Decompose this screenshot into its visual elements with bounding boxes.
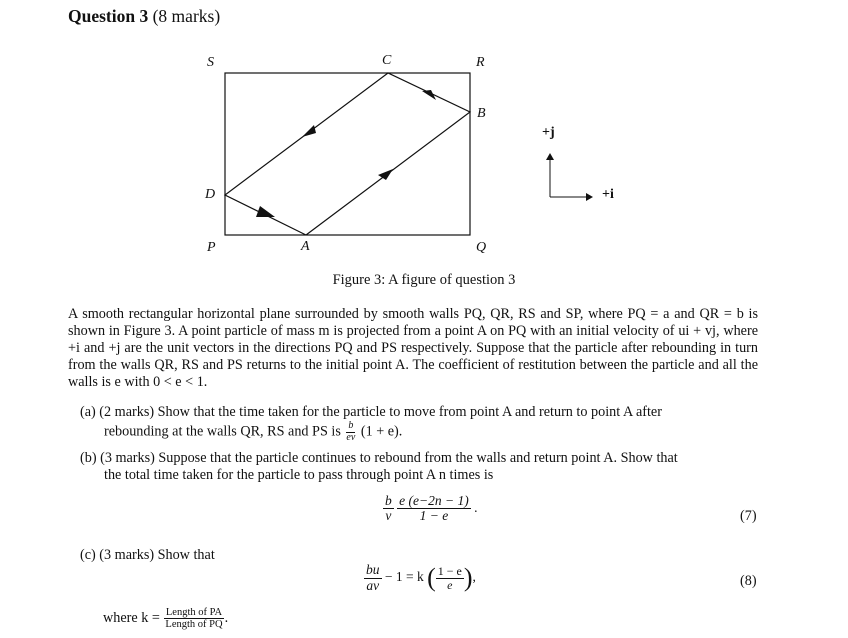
question-title: Question 3 bbox=[68, 6, 149, 26]
question-intro: A smooth rectangular horizontal plane surrounded by smooth walls PQ, QR, RS and SP, where PQ = a and QR = b is shown in Figure 3. A point particle of mass m is projected from a point A on PQ with an initial velocity of ui + vj, where +i and +j are the unit vectors in the directions PQ and PS respectively. Suppose that the particle after rebounding in turn from the walls QR, RS and PS returns to the initial point A. The coefficient of restitution between the particle and all the walls is e with 0 < e < 1. bbox=[68, 306, 758, 390]
part-c bbox=[80, 547, 215, 564]
eq8-lhs-fraction bbox=[364, 563, 382, 592]
arrowhead-c-to-d bbox=[302, 125, 316, 137]
part-b bbox=[80, 450, 758, 484]
eq7-left-num: b bbox=[385, 493, 392, 508]
eq8-paren-den: e bbox=[447, 577, 453, 592]
eq8-lhs-num: bu bbox=[366, 562, 380, 578]
equation-8-number: (8) bbox=[740, 573, 757, 589]
part-a-text-1: Show that the time taken for the particle to move from point A and return to point A after bbox=[157, 404, 662, 420]
part-a-text-2: rebounding at the walls QR, RS and PS is bbox=[104, 423, 341, 440]
figure-caption: Figure 3: A figure of question 3 bbox=[332, 272, 516, 288]
eq8-paren-num: 1 − e bbox=[437, 563, 462, 578]
label-A: A bbox=[301, 239, 310, 254]
label-C: C bbox=[382, 53, 392, 68]
eq8-paren-fraction bbox=[436, 565, 464, 591]
label-B: B bbox=[477, 106, 486, 121]
part-c-label: (c) bbox=[80, 547, 96, 563]
part-a-marks: (2 marks) bbox=[99, 404, 155, 420]
part-b-text-2: the total time taken for the particle to pass through point A n times is bbox=[104, 467, 494, 483]
j-arrow-icon bbox=[546, 153, 554, 160]
label-plus-j: +j bbox=[542, 125, 555, 140]
part-b-label: (b) bbox=[80, 450, 97, 466]
equation-8: $\frac{bu}{av}$ − 1 = k ( $\frac{1 - e}{e}$ ), bbox=[366, 562, 476, 593]
label-D: D bbox=[205, 187, 216, 202]
arrowhead-d-to-a bbox=[256, 206, 275, 217]
part-a-fraction bbox=[344, 421, 357, 443]
question-marks: (8 marks) bbox=[152, 6, 221, 26]
part-c-marks: (3 marks) bbox=[99, 547, 155, 563]
arrowhead-a-to-b bbox=[378, 169, 393, 180]
k-num: Length of PA bbox=[165, 607, 223, 618]
eq7-left-den: v bbox=[385, 508, 392, 524]
label-Q: Q bbox=[476, 240, 487, 255]
part-c-text: Show that bbox=[157, 547, 215, 563]
k-fraction bbox=[163, 607, 224, 630]
eq7-right-fraction bbox=[397, 494, 471, 523]
part-a-frac-num: b bbox=[348, 420, 354, 431]
part-b-marks: (3 marks) bbox=[100, 450, 155, 466]
part-a-expr-tail: (1 + e). bbox=[360, 423, 403, 440]
part-a-label: (a) bbox=[80, 404, 96, 420]
figure-3 bbox=[0, 0, 848, 300]
label-plus-i: +i bbox=[602, 187, 614, 202]
part-a bbox=[80, 404, 758, 443]
label-S: S bbox=[207, 55, 214, 70]
equation-7: $\frac{b}{v}$ $\frac{e (e-2n - 1)}{1 - e}$ . bbox=[385, 493, 478, 524]
eq8-lhs-den: av bbox=[366, 577, 380, 593]
eq7-right-num: e (e−2n − 1) bbox=[399, 493, 469, 508]
label-R: R bbox=[476, 55, 485, 70]
k-den: Length of PQ bbox=[165, 619, 223, 631]
eq8-mid: − 1 = k bbox=[384, 569, 424, 585]
part-a-frac-den: ev bbox=[346, 431, 356, 443]
equation-7-number: (7) bbox=[740, 508, 757, 524]
where-text: where k = bbox=[103, 609, 160, 626]
i-arrow-icon bbox=[586, 193, 593, 201]
label-P: P bbox=[207, 240, 216, 255]
eq7-left-fraction bbox=[383, 494, 394, 523]
eq7-right-den: 1 − e bbox=[419, 508, 449, 524]
part-b-text-1: Suppose that the particle continues to rebound from the walls and return point A. Show that bbox=[158, 450, 678, 466]
where-k-definition: where k = $\frac{\text{Length of PA}}{\text{Length of PQ}}$ . bbox=[103, 607, 229, 631]
